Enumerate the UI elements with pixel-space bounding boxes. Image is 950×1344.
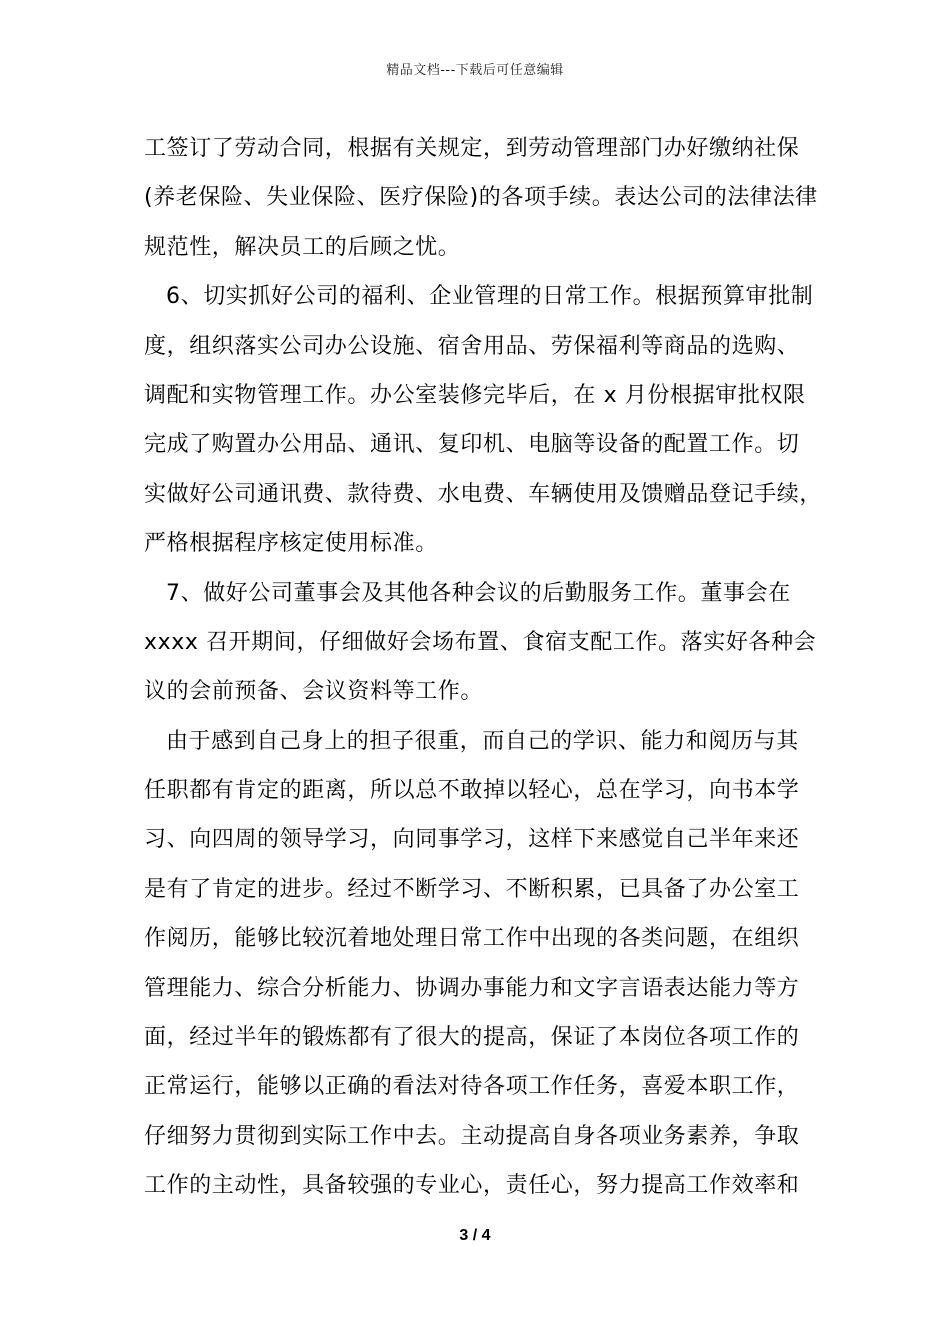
text-line: 仔细努力贯彻到实际工作中去。主动提高自身各项业务素养，争取 bbox=[144, 1123, 800, 1149]
text-line: (养老保险、失业保险、医疗保险)的各项手续。表达公司的法律法律 bbox=[144, 185, 818, 211]
text-line: 工作的主动性，具备较强的专业心，责任心，努力提高工作效率和 bbox=[144, 1173, 800, 1199]
text-line: xxxx 召开期间，仔细做好会场布置、食宿支配工作。落实好各种会 bbox=[144, 629, 817, 655]
text-line: 面，经过半年的锻炼都有了很大的提高，保证了本岗位各项工作的 bbox=[144, 1025, 800, 1051]
text-line: 实做好公司通讯费、款待费、水电费、车辆使用及馈赠品登记手续， bbox=[144, 481, 823, 507]
text-line: 7、做好公司董事会及其他各种会议的后勤服务工作。董事会在 bbox=[166, 580, 791, 606]
text-line: 习、向四周的领导学习，向同事学习，这样下来感觉自己半年来还 bbox=[144, 827, 800, 853]
text-line: 规范性，解决员工的后顾之忧。 bbox=[144, 234, 461, 260]
body-text bbox=[144, 124, 824, 1211]
text-line: 度，组织落实公司办公设施、宿舍用品、劳保福利等商品的选购、 bbox=[144, 333, 800, 359]
text-line: 严格根据程序核定使用标准。 bbox=[144, 531, 438, 557]
text-line: 管理能力、综合分析能力、协调办事能力和文字言语表达能力等方 bbox=[144, 975, 800, 1001]
text-line: 正常运行，能够以正确的看法对待各项工作任务，喜爱本职工作， bbox=[144, 1074, 800, 1100]
text-line: 调配和实物管理工作。办公室装修完毕后，在 x 月份根据审批权限 bbox=[144, 382, 806, 408]
text-line: 由于感到自己身上的担子很重，而自己的学识、能力和阅历与其 bbox=[166, 728, 799, 754]
text-line: 6、切实抓好公司的福利、企业管理的日常工作。根据预算审批制 bbox=[166, 284, 814, 310]
text-line: 任职都有肯定的距离，所以总不敢掉以轻心，总在学习，向书本学 bbox=[144, 778, 800, 804]
text-line: 议的会前预备、会议资料等工作。 bbox=[144, 679, 484, 705]
text-line: 工签订了劳动合同，根据有关规定，到劳动管理部门办好缴纳社保 bbox=[144, 136, 800, 161]
text-line: 作阅历，能够比较沉着地处理日常工作中出现的各类问题，在组织 bbox=[144, 926, 800, 952]
page-header: 精品文档---下载后可任意编辑 bbox=[386, 63, 564, 78]
page-number: 3 / 4 bbox=[459, 1227, 491, 1244]
text-line: 完成了购置办公用品、通讯、复印机、电脑等设备的配置工作。切 bbox=[144, 432, 800, 458]
text-line: 是有了肯定的进步。经过不断学习、不断积累，已具备了办公室工 bbox=[144, 876, 800, 902]
